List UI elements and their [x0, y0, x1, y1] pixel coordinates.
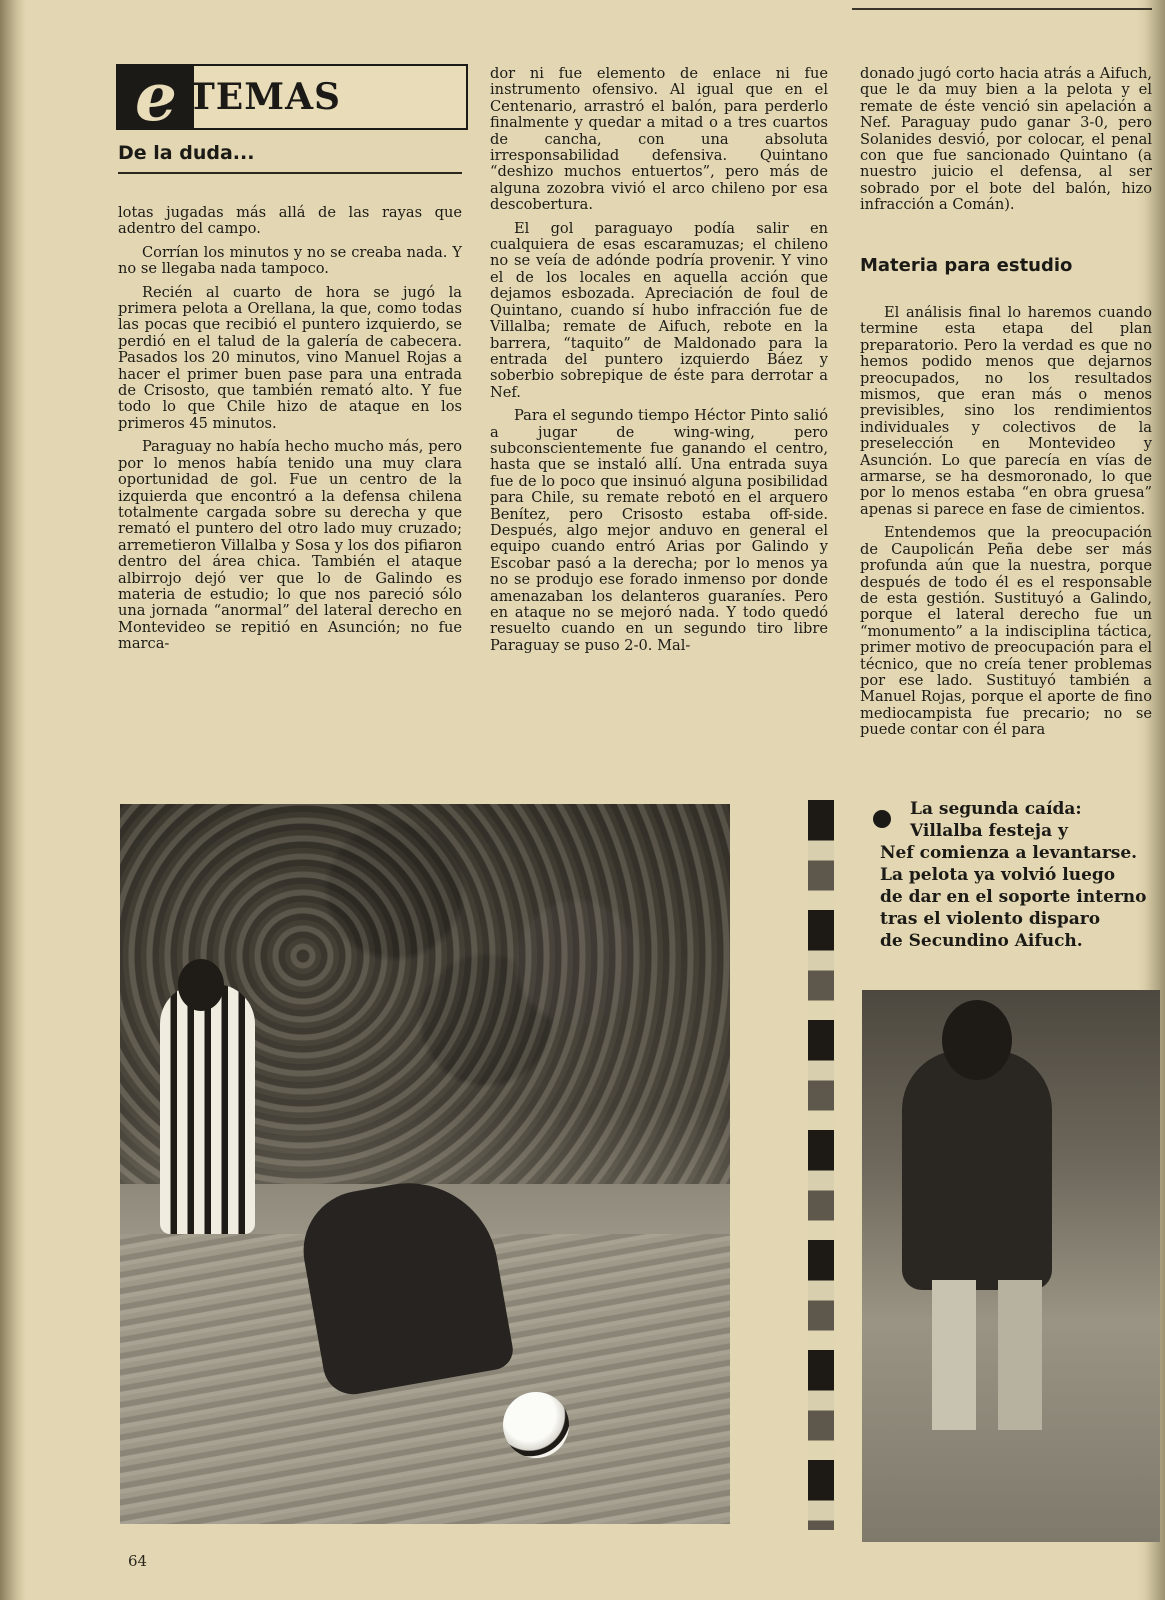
photo-player-body	[902, 1050, 1052, 1290]
photo-player-legs	[932, 1280, 1042, 1430]
col3-paragraph: Entendemos que la preocupación de Caupolicán Peña debe ser más profunda aún que la nuestra, porque después de todo él es el responsable de esta gestión. Sustituyó a Galindo, porque el lateral derecho fue un “monumento” a la indisciplina táctica, primer motivo de preocupación para el técnico, que no creía tener problemas por ese lado. Sustituyó también a Manuel Rojas, porque el aporte de fino mediocampista fue precario; no se puede contar con él para	[860, 524, 1152, 739]
page-number: 64	[128, 1552, 148, 1570]
col3-paragraph: donado jugó corto hacia atrás a Aifuch, que le da muy bien a la pelota y el remate de éste venció sin apelación a Nef. Paraguay pudo ganar 3-0, pero Solanides desvió, por colocar, el penal con que fue sancionado Quintano (a nuestro juicio el defensa, al ser sobrado por el bote del balón, hizo infracción a Comán).	[860, 66, 1152, 214]
caption-bullet-icon	[873, 810, 891, 828]
article-subtitle: De la duda...	[118, 142, 255, 164]
column-1	[118, 205, 462, 660]
match-photo-player	[862, 990, 1160, 1542]
subheading-materia: Materia para estudio	[860, 255, 1073, 276]
caption-line: La pelota ya volvió luego	[880, 865, 1116, 885]
title-rule	[118, 172, 462, 174]
logo-letter: e	[118, 66, 194, 128]
photo-ball	[503, 1392, 569, 1458]
top-rule	[852, 8, 1152, 10]
caption-line: Villalba festeja y	[910, 821, 1068, 841]
caption-line: de dar en el soporte interno	[880, 887, 1147, 907]
col1-paragraph: Corrían los minutos y no se creaba nada. Y no se llegaba nada tampoco.	[118, 243, 462, 278]
photo-player-head	[178, 959, 224, 1011]
column-3-bottom	[860, 305, 1152, 785]
column-2	[490, 66, 828, 661]
col1-paragraph: lotas jugadas más allá de las rayas que adentro del campo.	[118, 204, 462, 238]
match-photo-goal	[120, 804, 730, 1524]
col2-paragraph: El gol paraguayo podía salir en cualquiera de esas escaramuzas; el chileno no se veía de adónde podría provenir. Y vino el de los locales en aquella acción que dejamos esbozada. Apreciación de foul de Quintano, cuando sí hubo infracción fue de Villalba; remate de Aifuch, rebote en la barrera, “taquito” de Maldonado para la entrada del puntero izquierdo Báez y soberbio sobrepique de éste para derrotar a Nef.	[490, 219, 828, 401]
col1-paragraph: Paraguay no había hecho mucho más, pero por lo menos había tenido una muy clara oportunidad de gol. Fue un centro de la izquierda que encontró a la defensa chilena totalmente cargada sobre su derecha y que remató el puntero del otro lado muy cruzado; arremetieron Villalba y Sosa y los dos pifiaron dentro del área chica. También el ataque albirrojo dejó ver que lo de Galindo es materia de estudio; lo que nos pareció sólo una jornada “anormal” del lateral derecho en Montevideo se repitió en Asunción; no fue marca-	[118, 438, 462, 653]
photo-goalkeeper	[294, 1169, 516, 1399]
photo-player-head	[942, 1000, 1012, 1080]
photo-caption	[880, 798, 1150, 952]
caption-line: La segunda caída:	[910, 799, 1082, 819]
section-logo	[116, 58, 468, 136]
column-3-top	[860, 66, 1152, 221]
col2-paragraph: Para el segundo tiempo Héctor Pinto salió a jugar de wing-wing, pero subconscientemente fue ganando el centro, hasta que se instaló allí. Una entrada suya fue de lo poco que insinuó alguna posibilidad para Chile, su remate rebotó en el arquero Benítez, pero Crisosto estaba off-side. Después, algo mejor anduvo en general el equipo cuando entró Arias por Galindo y Escobar pasó a la derecha; por lo menos ya no se produjo ese forado inmenso por donde amenazaban los delanteros guaraníes. Pero en ataque no se mejoró nada. Y todo quedó resuelto cuando en un segundo tiro libre Paraguay se puso 2-0. Mal-	[490, 407, 828, 654]
page-binding-edge	[0, 0, 26, 1600]
photo-player-striped	[160, 984, 255, 1234]
col3-paragraph: El análisis final lo haremos cuando termine esta etapa del plan preparatorio. Pero la verdad es que no hemos podido menos que dejarnos preocupados, no los resultados mismos, que eran más o menos previsibles, sino los rendimientos individuales y colectivos de la preselección en Montevideo y Asunción. Lo que parecía en vías de armarse, se ha desmoronado, lo que por lo menos estaba “en obra gruesa” apenas si parece en fase de cimientos.	[860, 305, 1152, 518]
col2-paragraph: dor ni fue elemento de enlace ni fue instrumento ofensivo. Al igual que en el Centenario, arrastró el balón, para perderlo finalmente y quedar a mitad o a tres cuartos de cancha, con una absoluta irresponsabilidad defensiva. Quintano “deshizo muchos entuertos”, pero más de alguna zozobra vivió el arco chileno por esa descobertura.	[490, 65, 828, 214]
caption-line: Nef comienza a levantarse.	[880, 843, 1138, 863]
caption-line: de Secundino Aifuch.	[880, 931, 1083, 951]
caption-line: tras el violento disparo	[880, 909, 1101, 929]
photo-edge-strip	[808, 800, 834, 1530]
col1-paragraph: Recién al cuarto de hora se jugó la primera pelota a Orellana, la que, como todas las pocas que recibió el puntero izquierdo, se perdió en el talud de la galería de cabecera. Pasados los 20 minutos, vino Manuel Rojas a hacer el primer buen pase para una entrada de Crisosto, que también rematό alto. Y fue todo lo que Chile hizo de ataque en los primeros 45 minutos.	[118, 283, 462, 432]
logo-word: TEMAS	[188, 76, 342, 118]
